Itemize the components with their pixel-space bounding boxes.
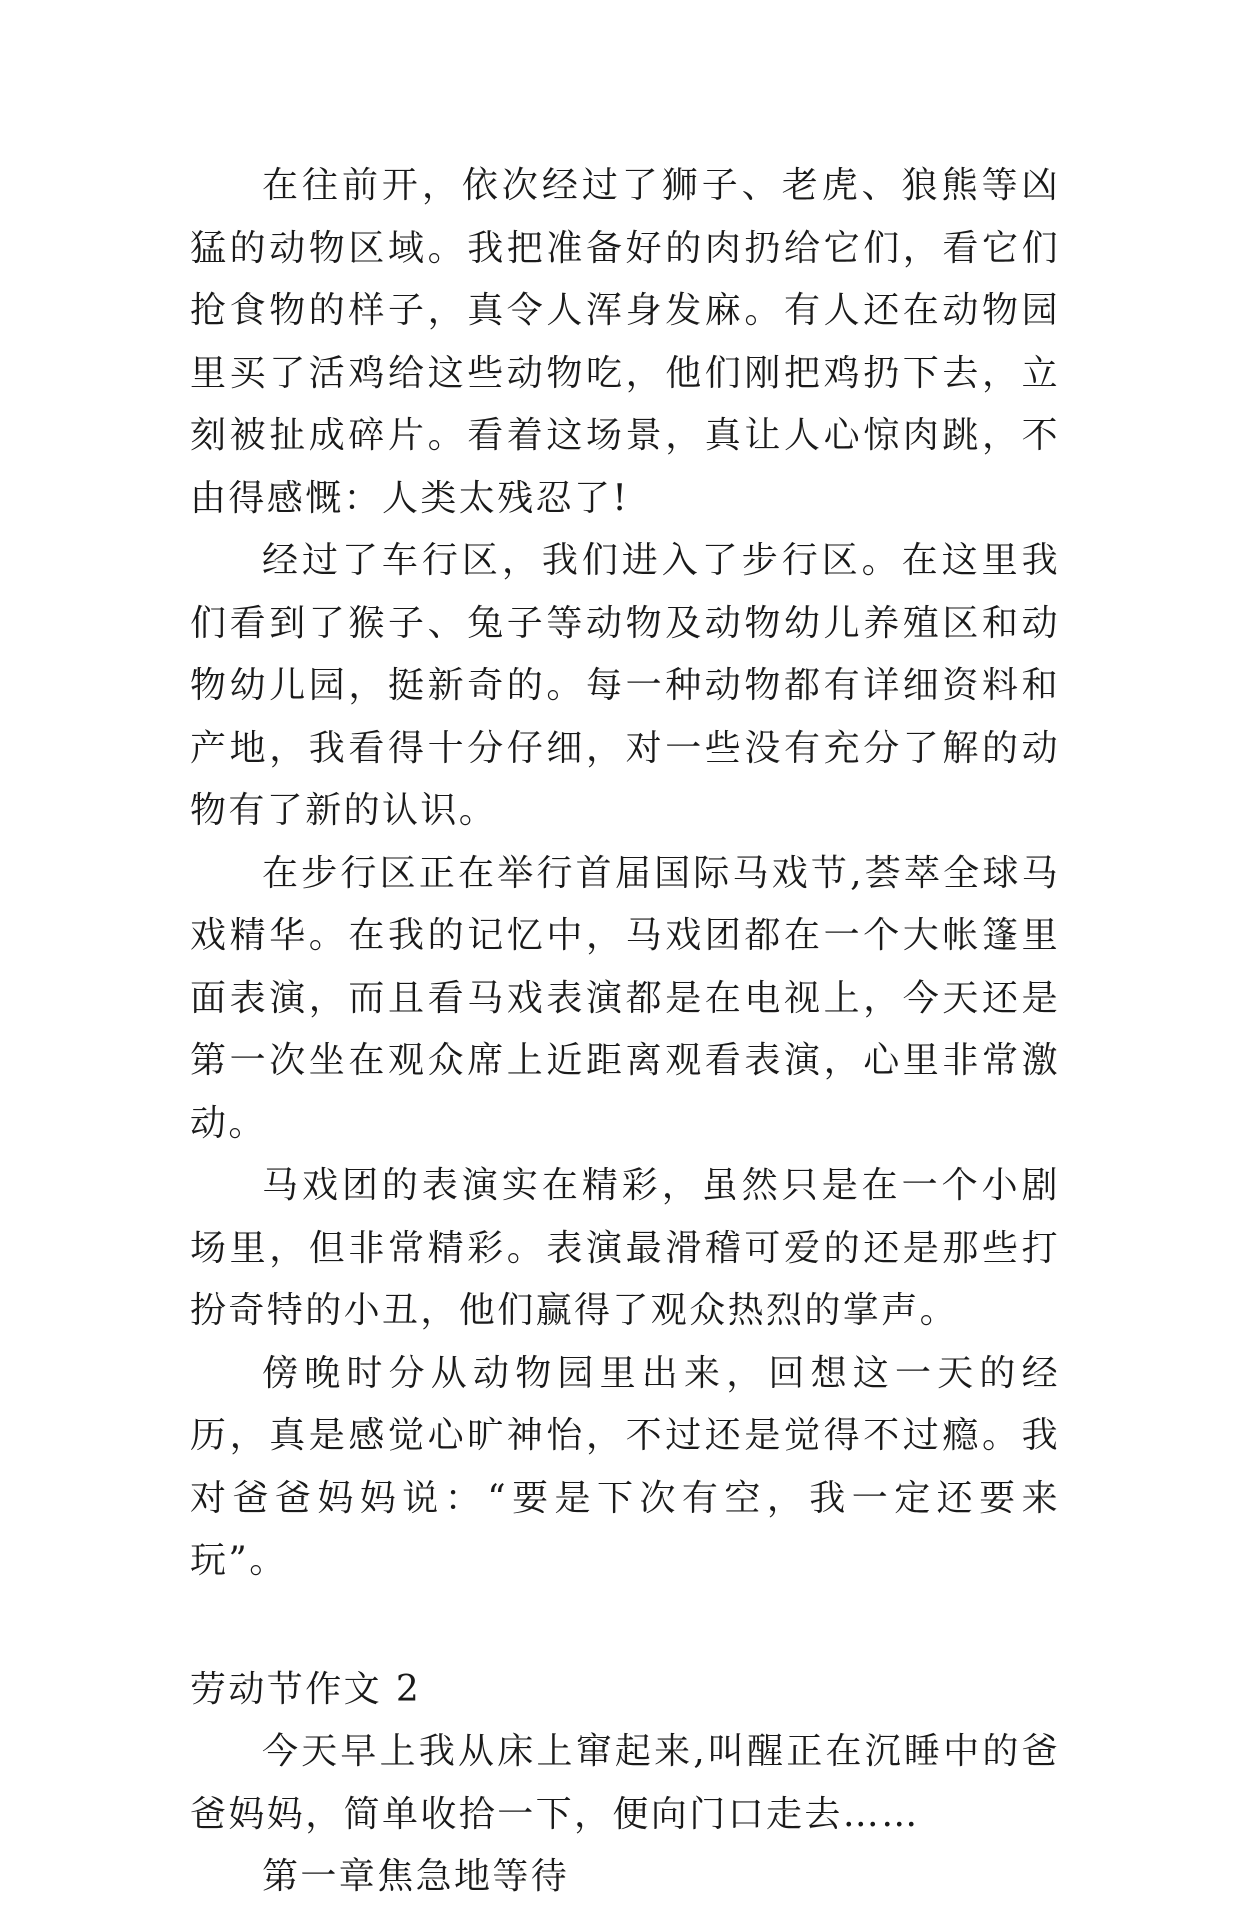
paragraph: 经过了车行区，我们进入了步行区。在这里我们看到了猴子、兔子等动物及动物幼儿养殖区和动物幼儿园，挺新奇的。每一种动物都有详细资料和产地，我看得十分仔细，对一些没有充分了解的动物有了新的认识。 (190, 540, 1060, 831)
section-title: 劳动节作文 2 (190, 1668, 422, 1710)
paragraph: 第一章焦急地等待 (262, 1856, 570, 1897)
paragraph: 在往前开，依次经过了狮子、老虎、狼熊等凶猛的动物区域。我把准备好的肉扔给它们，看它们抢食物的样子，真令人浑身发麻。有人还在动物园里买了活鸡给这些动物吃，他们刚把鸡扔下去，立刻被扯成碎片。看着这场景，真让人心惊肉跳，不由得感慨：人类太残忍了! (190, 165, 1060, 519)
paragraph: 在步行区正在举行首届国际马戏节,荟萃全球马戏精华。在我的记忆中，马戏团都在一个大帐篷里面表演，而且看马戏表演都是在电视上，今天还是第一次坐在观众席上近距离观看表演，心里非常激动。 (190, 852, 1060, 1144)
paragraph: 今天早上我从床上窜起来,叫醒正在沉睡中的爸爸妈妈，简单收拾一下，便向门口走去…… (190, 1731, 1060, 1835)
paragraph: 傍晚时分从动物园里出来，回想这一天的经历，真是感觉心旷神怡，不过还是觉得不过瘾。我对爸爸妈妈说：“要是下次有空，我一定还要来玩”。 (190, 1352, 1060, 1581)
paragraph: 马戏团的表演实在精彩，虽然只是在一个小剧场里，但非常精彩。表演最滑稽可爱的还是那些打扮奇特的小丑，他们赢得了观众热烈的掌声。 (190, 1165, 1060, 1331)
document-body (190, 155, 1060, 1909)
